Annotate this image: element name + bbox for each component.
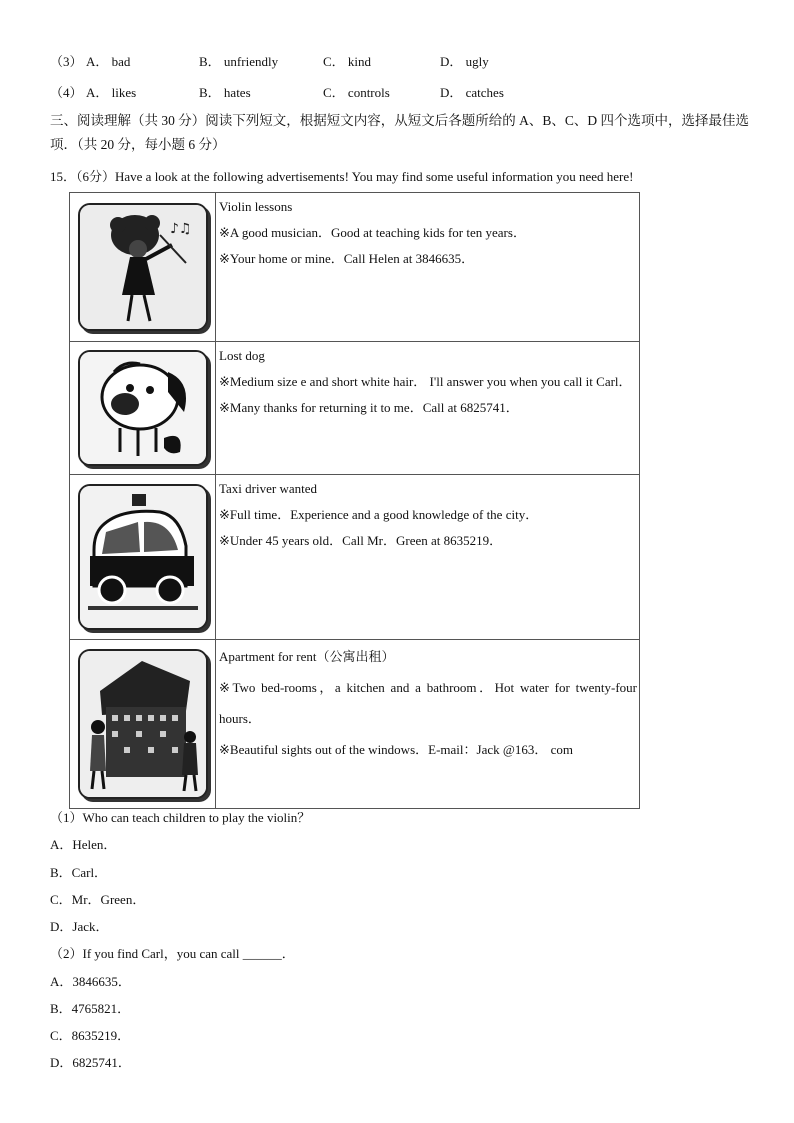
q4-option-d[interactable]: D． catches: [440, 85, 504, 100]
question-2-stem: （2）If you find Carl，you can call ______．: [50, 946, 295, 961]
ad-row-violin: [70, 193, 640, 342]
ad-text-cell: [216, 342, 640, 475]
ad-line: ※Full time．Experience and a good knowledge of the city．: [219, 507, 539, 522]
question-2-option-d[interactable]: D．6825741．: [50, 1055, 131, 1070]
ad-title: Apartment for rent（公寓出租）: [219, 649, 395, 664]
ad-picture-cell: [70, 640, 216, 809]
q4-option-b[interactable]: B． hates: [199, 85, 251, 100]
q15-intro: 15．（6分）Have a look at the following advertisements! You may find some useful information you need here!: [50, 169, 634, 184]
violin-girl-icon: [78, 203, 208, 331]
question-2-option-b[interactable]: B．4765821．: [50, 1001, 131, 1016]
ad-row-apartment: [70, 640, 640, 809]
question-2-option-a[interactable]: A．3846635．: [50, 974, 131, 989]
ad-title: Lost dog: [219, 348, 265, 363]
question-1-option-c[interactable]: C．Mr．Green．: [50, 892, 146, 907]
q3-option-c[interactable]: C． kind: [323, 54, 372, 69]
ad-title: Violin lessons: [219, 199, 293, 214]
ad-picture-cell: [70, 193, 216, 342]
taxi-icon: [78, 484, 208, 630]
ad-title: Taxi driver wanted: [219, 481, 317, 496]
apartment-icon: [78, 649, 208, 799]
dog-icon: [78, 350, 208, 466]
question-1-option-a[interactable]: A．Helen．: [50, 837, 117, 852]
question-1-option-b[interactable]: B．Carl．: [50, 865, 108, 880]
ad-text-cell: [216, 475, 640, 640]
ad-line: ※A good musician．Good at teaching kids for ten years．: [219, 225, 526, 240]
ad-line: ※Your home or mine．Call Helen at 3846635．: [219, 251, 475, 266]
q3-option-a[interactable]: A． bad: [86, 54, 131, 69]
q4-option-c[interactable]: C． controls: [323, 85, 390, 100]
q3-number: （3）: [50, 54, 83, 69]
question-1-option-d[interactable]: D．Jack．: [50, 919, 109, 934]
ad-line: ※Under 45 years old．Call Mr．Green at 8635219．: [219, 533, 503, 548]
ad-row-taxi: [70, 475, 640, 640]
ad-line: ※Beautiful sights out of the windows．E-mail：Jack @163． com: [219, 742, 573, 757]
q4-number: （4）: [50, 85, 83, 100]
question-1-stem: （1）Who can teach children to play the violin？: [50, 810, 311, 825]
svg-text:♪♫: ♪♫: [169, 221, 191, 237]
q3-option-b[interactable]: B． unfriendly: [199, 54, 279, 69]
ad-picture-cell: [70, 475, 216, 640]
ad-line: ※Many thanks for returning it to me．Call at 6825741．: [219, 400, 519, 415]
ad-line: ※Medium size e and short white hair． I'll answer you when you call it Carl．: [219, 374, 632, 389]
section-heading: 三、阅读理解（共 30 分）阅读下列短文，根据短文内容，从短文后各题所给的 A、B、C、D 四个选项中，选择最佳选项．（共 20 分，每小题 6 分）: [50, 113, 750, 152]
ad-text-cell: [216, 193, 640, 342]
option-row-q4: [50, 82, 750, 102]
ad-row-lost-dog: [70, 342, 640, 475]
ad-text-cell: [216, 640, 640, 809]
q3-option-d[interactable]: D． ugly: [440, 54, 489, 69]
question-2-option-c[interactable]: C．8635219．: [50, 1028, 131, 1043]
option-row-q3: [50, 51, 750, 71]
ad-picture-cell: [70, 342, 216, 475]
ad-line: ※Two bed-rooms，a kitchen and a bathroom．Hot water for twenty-four hours．: [219, 680, 637, 726]
q4-option-a[interactable]: A． likes: [86, 85, 137, 100]
advertisement-table: [69, 192, 640, 809]
